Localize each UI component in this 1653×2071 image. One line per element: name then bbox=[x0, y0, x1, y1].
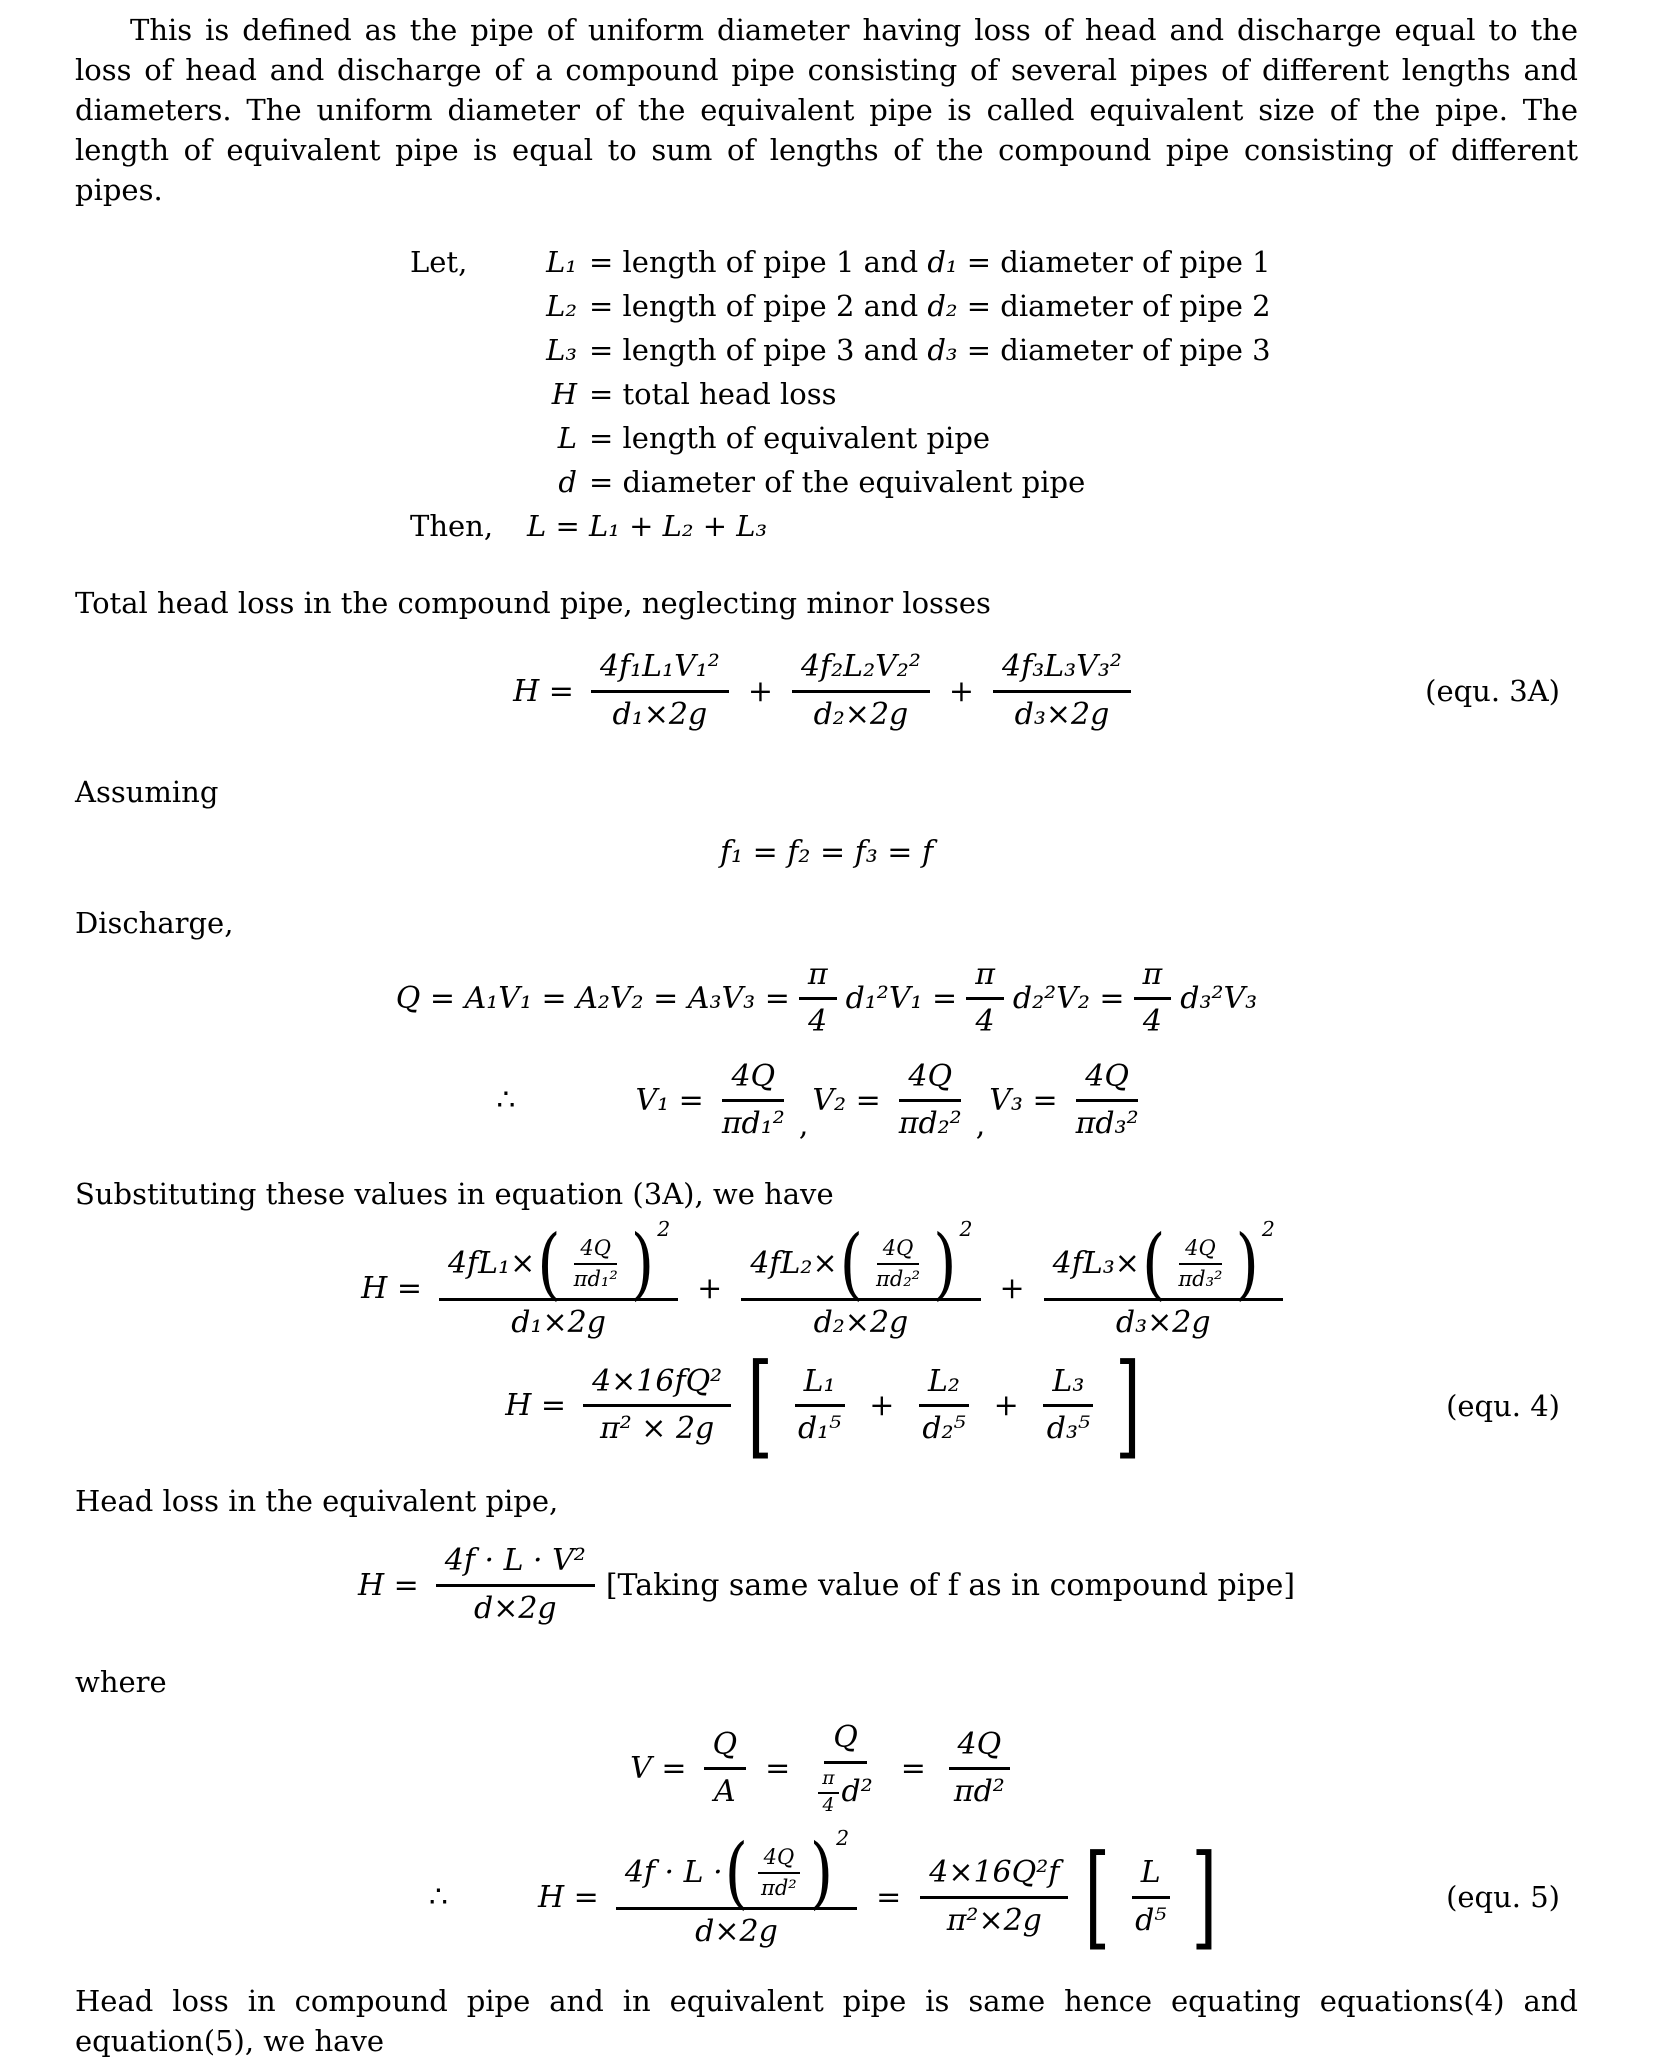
left-paren: ( bbox=[537, 1218, 561, 1310]
nested-fraction: $\frac{\pi}{4}$ bbox=[818, 1768, 838, 1817]
fraction: $\frac{\text{4×16Q²f}}{\text{π²×2g}}$ bbox=[920, 1855, 1068, 1939]
equivalent-head-loss-equation: H = $\frac{\text{4f · L · V²}}{d\times 2g}$ [Taking same value of f as in compound pipe] bbox=[357, 1543, 1296, 1626]
equation-3a: H = $\frac{\text{4f₁L₁V₁²}}{\text{d₁×2g}}$ + $\frac{\text{4f₂L₂V₂²}}{\text{d₂×2g}}$ + $\frac{\text{4f₃L₃V₃²}}{\text{d₃×2g}}$ (equ. 3A) bbox=[513, 649, 1560, 732]
left-bracket: [ bbox=[1084, 1830, 1111, 1962]
math-var: L₂ bbox=[546, 289, 577, 324]
fraction: $\frac{\text{L₂}}{\text{d₂⁵}}$ bbox=[913, 1364, 974, 1448]
definition-line bbox=[410, 328, 1578, 372]
discharge-equation: Q = A₁V₁ = A₂V₂ = A₃V₃ = $\frac{\pi}{4}$ d₁²V₁ = $\frac{\pi}{4}$ d₂²V₂ = $\frac{\pi}{4}$ d₃²V₃ bbox=[395, 956, 1258, 1040]
fraction: $\frac{\text{4f₃L₃V₃²}}{\text{d₃×2g}}$ bbox=[993, 649, 1131, 733]
taking-f-note: [Taking same value of f as in compound pipe] bbox=[605, 1567, 1296, 1603]
velocity-definition-equation: V = $\frac{Q}{A}$ = Q $\frac{\pi}{4}$ d² = $\frac{4Q}{\text{πd²}}$ bbox=[75, 1720, 1578, 1817]
right-paren: ) bbox=[1235, 1218, 1259, 1310]
then-label: Then, bbox=[410, 509, 494, 544]
right-paren: ) bbox=[809, 1827, 834, 1919]
substituting-text: Substituting these values in equation (3A), we have bbox=[75, 1177, 834, 1212]
fraction: $\frac{\text{4×16fQ²}}{\text{π² × 2g}}$ bbox=[583, 1364, 731, 1448]
velocity-equations: ∴ V₁ = $\frac{4Q}{\text{πd₁²}}$ , V₂ = $\frac{4Q}{\text{πd₂²}}$ , V₃ = $\frac{4Q}{\text{πd₃²}}$ bbox=[75, 1059, 1578, 1143]
fraction: $\frac{4Q}{\text{πd₃²}}$ bbox=[1075, 1058, 1139, 1142]
definition-text: = length of pipe 2 and d₂ = diameter of pipe 2 bbox=[589, 289, 1271, 324]
definition-line bbox=[410, 460, 1578, 504]
then-equation: L = L₁ + L₂ + L₃ bbox=[527, 509, 768, 544]
definition-line-then bbox=[410, 504, 1578, 548]
fraction: $\frac{\text{L₁}}{\text{d₁⁵}}$ bbox=[789, 1364, 850, 1448]
left-paren: ( bbox=[724, 1827, 749, 1919]
fraction: $\frac{L}{\text{d⁵}}$ bbox=[1126, 1855, 1175, 1939]
fraction: $\frac{4Q}{\text{πd²}}$ bbox=[945, 1727, 1014, 1811]
definition-text: = length of equivalent pipe bbox=[589, 421, 991, 456]
fraction: 4fL₃× ( $\frac{4Q}{\text{πd₃²}}$ ) 2 d₃×2g bbox=[1044, 1234, 1283, 1342]
nested-fraction: $\frac{4Q}{\text{πd²}}$ bbox=[755, 1845, 803, 1902]
left-paren: ( bbox=[1141, 1218, 1166, 1310]
definition-text: = total head loss bbox=[589, 377, 837, 412]
equation-tag: (equ. 3A) bbox=[1425, 674, 1560, 709]
assuming-text: Assuming bbox=[75, 775, 219, 810]
head-loss-equiv-text: Head loss in the equivalent pipe, bbox=[75, 1483, 559, 1518]
nested-fraction: $\frac{4Q}{\text{πd₃²}}$ bbox=[1178, 1235, 1223, 1292]
discharge-text: Discharge, bbox=[75, 905, 234, 940]
substituted-equation: H = 4fL₁× ( $\frac{4Q}{\text{πd₁²}}$ ) 2 d₁×2g + 4fL₂× ( $\frac{4Q}{\text{πd₂²}}$ ) 2 d₂×2g + 4fL₃× ( $\frac{4Q}{\text{πd₃²}}$ ) 2 d₃×2g bbox=[75, 1234, 1578, 1342]
equation-5: ∴ H = 4f · L · ( $\frac{4Q}{\text{πd²}}$ ) 2 d×2g = $\frac{\text{4×16Q²f}}{\text{π²×2g}}$ [ $\frac{L}{\text{d⁵}}$ ] (equ. 5) bbox=[428, 1826, 1560, 1962]
fraction: $\frac{4Q}{\text{πd₂²}}$ bbox=[898, 1058, 962, 1142]
right-bracket: ] bbox=[1191, 1830, 1218, 1962]
definition-text: = length of pipe 3 and d₃ = diameter of pipe 3 bbox=[589, 333, 1271, 368]
closing-paragraph: Head loss in compound pipe and in equivalent pipe is same hence equating equations(4) and equation(5), we have bbox=[75, 1983, 1578, 2058]
fraction: $\frac{\text{L₃}}{\text{d₃⁵}}$ bbox=[1038, 1364, 1099, 1448]
therefore-symbol: ∴ bbox=[428, 1879, 448, 1915]
intro-paragraph: This is defined as the pipe of uniform diameter having loss of head and discharge equal to the loss of head and discharge of a compound pipe consisting of several pipes of different lengths and diameters. The uniform diameter of the equivalent pipe is called equivalent size of the pipe. The length of equivalent pipe is equal to sum of lengths of the compound pipe consisting of different pipes. bbox=[75, 13, 1578, 208]
fraction: $\frac{\text{4f · L · V²}}{d\times 2g}$ bbox=[436, 1543, 595, 1627]
right-paren: ) bbox=[630, 1218, 655, 1310]
math-var: L bbox=[557, 421, 577, 456]
nested-fraction: $\frac{4Q}{\text{πd₂²}}$ bbox=[876, 1235, 921, 1292]
definition-text: = diameter of the equivalent pipe bbox=[589, 465, 1086, 500]
fraction: 4fL₁× ( $\frac{4Q}{\text{πd₁²}}$ ) 2 d₁×2g bbox=[439, 1234, 678, 1342]
fraction: $\frac{\pi}{4}$ bbox=[1134, 957, 1172, 1041]
math-var: L₃ bbox=[546, 333, 577, 368]
fraction: $\frac{\text{4f₂L₂V₂²}}{\text{d₂×2g}}$ bbox=[792, 649, 930, 733]
fraction: $\frac{\pi}{4}$ bbox=[966, 957, 1004, 1041]
fraction: 4fL₂× ( $\frac{4Q}{\text{πd₂²}}$ ) 2 d₂×2g bbox=[741, 1234, 980, 1342]
fraction: 4f · L · ( $\frac{4Q}{\text{πd²}}$ ) 2 d×2g bbox=[616, 1843, 857, 1951]
right-bracket: ] bbox=[1115, 1339, 1141, 1471]
left-paren: ( bbox=[839, 1218, 864, 1310]
math-var: H bbox=[551, 377, 577, 412]
left-bracket: [ bbox=[747, 1339, 773, 1471]
definition-line bbox=[410, 372, 1578, 416]
definition-line bbox=[410, 240, 1578, 284]
right-paren: ) bbox=[933, 1218, 957, 1310]
fraction: $\frac{\text{4f₁L₁V₁²}}{\text{d₁×2g}}$ bbox=[591, 649, 729, 733]
fraction: $\frac{4Q}{\text{πd₁²}}$ bbox=[721, 1058, 785, 1142]
total-head-loss-text: Total head loss in the compound pipe, neglecting minor losses bbox=[75, 586, 991, 621]
definitions-block bbox=[410, 240, 1578, 548]
where-text: where bbox=[75, 1665, 167, 1700]
definition-line bbox=[410, 416, 1578, 460]
equation-tag: (equ. 5) bbox=[1446, 1880, 1560, 1915]
friction-equality-equation: f₁ = f₂ = f₃ = f bbox=[719, 834, 934, 870]
let-label: Let, bbox=[410, 245, 468, 280]
eq3a-lhs: H = bbox=[513, 673, 574, 709]
fraction: $\frac{Q}{A}$ bbox=[704, 1727, 747, 1811]
fraction: $\frac{\pi}{4}$ bbox=[799, 957, 837, 1041]
nested-fraction: $\frac{4Q}{\text{πd₁²}}$ bbox=[573, 1235, 618, 1292]
equation-tag: (equ. 4) bbox=[1446, 1388, 1560, 1423]
equation-4: H = $\frac{\text{4×16fQ²}}{\text{π² × 2g}}$ [ $\frac{\text{L₁}}{\text{d₁⁵}}$ + $\frac{\text{L₂}}{\text{d₂⁵}}$ + $\frac{\text{L₃}}{\text{d₃⁵}}$ ] (equ. 4) bbox=[505, 1339, 1560, 1471]
math-var: d bbox=[558, 465, 577, 500]
therefore-symbol: ∴ bbox=[496, 1083, 516, 1119]
math-var: L₁ bbox=[546, 245, 577, 280]
definition-text: = length of pipe 1 and d₁ = diameter of pipe 1 bbox=[589, 245, 1271, 280]
fraction: Q $\frac{\pi}{4}$ d² bbox=[809, 1720, 881, 1817]
definition-line bbox=[410, 284, 1578, 328]
